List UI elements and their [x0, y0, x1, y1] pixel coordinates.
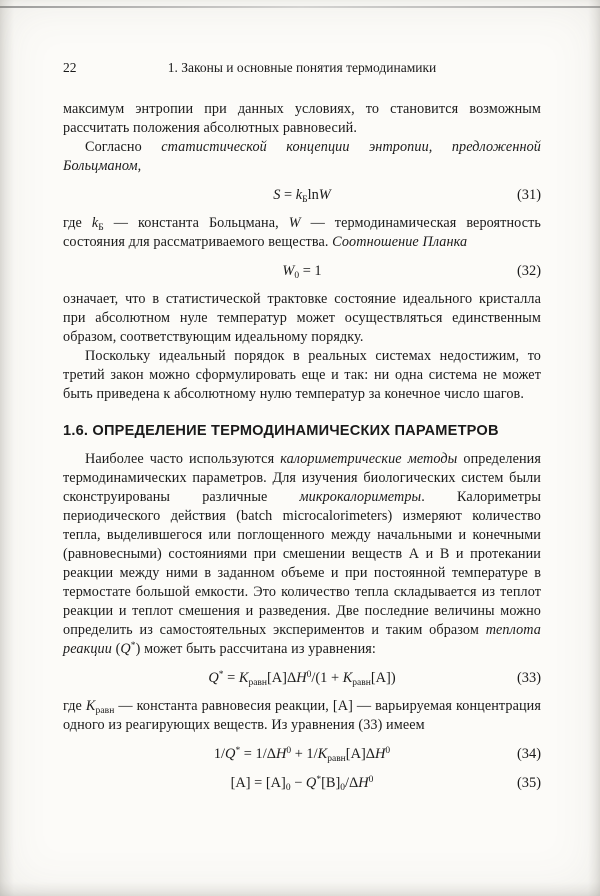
scan-edge-top [0, 6, 600, 8]
text-run: теплота реакции [63, 622, 541, 657]
text-run: W [288, 215, 301, 231]
text-run: [А]) [370, 670, 396, 686]
equation-number: (35) [517, 775, 541, 791]
text-run: равн [327, 754, 346, 764]
text-run: = 1 [299, 263, 322, 279]
equation [63, 668, 541, 688]
page-number: 22 [63, 60, 77, 75]
text-run: микрокалориметры [299, 489, 422, 505]
text-run: H [296, 670, 307, 686]
equation-formula [282, 263, 321, 279]
equation-number: (34) [517, 746, 541, 762]
text-run: K [342, 670, 353, 686]
text-run: H [358, 775, 369, 791]
text-run: Q [225, 746, 236, 762]
text-run: + 1/ [291, 746, 318, 762]
text-run: = [280, 187, 296, 203]
page-header [63, 60, 541, 76]
equation-formula [231, 775, 374, 791]
equation-number: (33) [517, 670, 541, 686]
equation [63, 261, 541, 281]
text-run: = [223, 670, 239, 686]
text-run: равн [95, 706, 115, 716]
text-run: [В] [321, 775, 341, 791]
text-run: — константа равновесия реакции, [А] — варьируемая концентрация одного из реагирующих веществ. Из уравнения (33) имеем [63, 698, 541, 733]
text-run: k [295, 187, 303, 203]
text-run: . Калориметры периодического действия (batch microcalorimeters) измеряют количество тепла, выделившегося или поглощенного между начальными и конечными (равновесными) состояниями при смешении веществ А и В и протекании реакции между ними в заданном объеме и при постоянной температуре в термостате большой емкости. Это количество тепла складывается из теплот реакции и теплот смешения и разведения. Две последние величины можно определить из самостоятельных экспериментов и таким образом [63, 489, 541, 638]
text-run: определения термодинамических параметров. Для изучения биологических систем были сконструированы различные [63, 451, 541, 505]
paragraph [63, 100, 541, 138]
text-run: статистической концепции энтропии, предложенной Больцманом, [63, 139, 541, 174]
text-run: [А] = [А] [230, 775, 286, 791]
text-run: − [290, 775, 306, 791]
text-run: 0 [368, 775, 374, 785]
text-run: Б [98, 223, 104, 233]
text-run: * [316, 775, 322, 785]
text-run: где [63, 698, 86, 714]
paragraph [63, 214, 541, 252]
text-run: * [130, 641, 136, 651]
text-run: — термодинамическая вероятность состояния для рассматриваемого вещества. [63, 215, 541, 250]
text-run: означает, что в статистической трактовке состояние идеального кристалла при абсолютном нуле температур может осуществляться единственным образом, соответствующим идеальному порядку. [63, 291, 541, 345]
text-run: H [375, 746, 386, 762]
equation-formula [273, 187, 331, 203]
scan-edge-right [588, 0, 600, 896]
equation-number: (31) [517, 187, 541, 203]
text-run: /(1 + [311, 670, 343, 686]
text-run: /Δ [345, 775, 359, 791]
equation [63, 744, 541, 764]
equation-formula [214, 746, 390, 762]
paragraph [63, 290, 541, 347]
text-run: где [63, 215, 92, 231]
equation-number: (32) [517, 263, 541, 279]
equation [63, 773, 541, 793]
section-heading: 1.6. ОПРЕДЕЛЕНИЕ ТЕРМОДИНАМИЧЕСКИХ ПАРАМЕТРОВ [63, 423, 499, 439]
paragraph [63, 450, 541, 659]
text-run: K [238, 670, 249, 686]
text-run: 0 [294, 271, 300, 281]
text-run: Q [305, 775, 317, 791]
text-run: W [318, 187, 331, 203]
running-title: 1. Законы и основные понятия термодинамики [167, 60, 437, 75]
text-run: 0 [306, 670, 312, 680]
text-run: * [235, 746, 241, 756]
text-run: [А]Δ [345, 746, 376, 762]
text-run: равн [248, 678, 267, 688]
paragraph [63, 697, 541, 735]
paragraph [63, 138, 541, 176]
page-body [63, 100, 541, 793]
text-run: максимум энтропии при данных условиях, то становится возможным рассчитать положения абсолютных равновесий. [63, 101, 541, 136]
text-run: калориметрические методы [280, 451, 458, 467]
text-run: Соотношение Планка [332, 234, 468, 250]
equation-formula [208, 670, 395, 686]
text-run: ) может быть рассчитана из уравнения: [135, 641, 376, 657]
text-run: S [273, 187, 281, 203]
text-run: Согласно [85, 139, 162, 155]
paragraph [63, 347, 541, 404]
text-run: Q [208, 670, 219, 686]
text-run: Б [302, 195, 308, 205]
equation [63, 185, 541, 205]
scan-edge-left [0, 0, 14, 896]
text-run: 0 [285, 783, 291, 793]
text-run: Наиболее часто используются [85, 451, 281, 467]
text-run: ( [111, 641, 121, 657]
text-run: [А]Δ [267, 670, 297, 686]
text-run: 0 [385, 746, 391, 756]
text-run: Поскольку идеальный порядок в реальных системах недостижим, то третий закон можно сформулировать еще и так: ни одна система не может быть приведена к абсолютному нулю температур за конечное число шагов. [63, 348, 541, 402]
text-run: k [91, 215, 99, 231]
text-run: = 1/Δ [240, 746, 276, 762]
text-block [63, 60, 541, 802]
text-run: W [282, 263, 295, 279]
text-run: 1/ [213, 746, 226, 762]
text-run: равн [352, 678, 371, 688]
scan-edge-bottom [0, 882, 600, 896]
text-run: 0 [340, 783, 345, 793]
text-run: Q [120, 641, 131, 657]
text-run: * [218, 670, 224, 680]
text-run: H [275, 746, 287, 762]
text-run: K [317, 746, 328, 762]
text-run: — константа Больцмана, [103, 215, 289, 231]
text-run: ln [307, 187, 319, 203]
text-run: 0 [286, 746, 292, 756]
text-run: K [85, 698, 96, 714]
